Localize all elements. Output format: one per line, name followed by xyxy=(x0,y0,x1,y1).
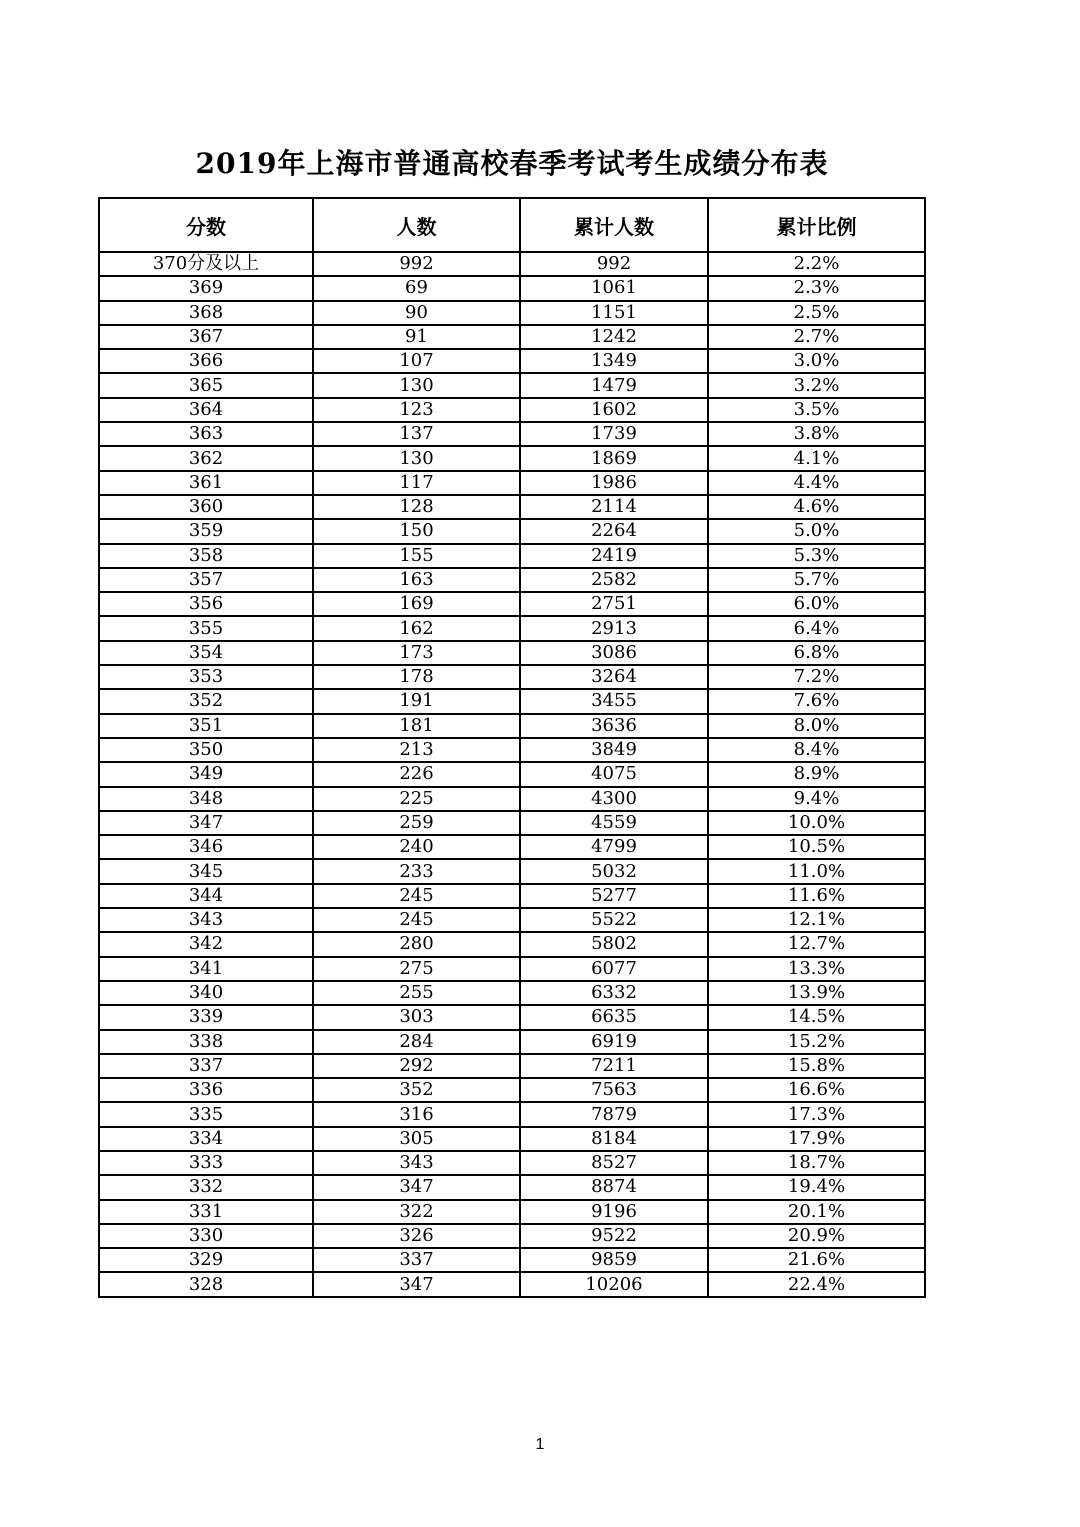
table-row xyxy=(99,471,925,495)
cell-cumulative-count: 7563 xyxy=(520,1078,708,1102)
cell-cumulative-count: 4075 xyxy=(520,762,708,786)
cell-cumulative-ratio: 13.9% xyxy=(708,981,925,1005)
cell-score: 364 xyxy=(99,398,313,422)
cell-score: 366 xyxy=(99,349,313,373)
cell-cumulative-ratio: 3.2% xyxy=(708,373,925,397)
cell-count: 226 xyxy=(313,762,520,786)
cell-cumulative-ratio: 11.0% xyxy=(708,859,925,883)
cell-cumulative-ratio: 20.1% xyxy=(708,1200,925,1224)
table-row xyxy=(99,301,925,325)
cell-cumulative-count: 2582 xyxy=(520,568,708,592)
cell-cumulative-count: 1739 xyxy=(520,422,708,446)
cell-cumulative-ratio: 13.3% xyxy=(708,957,925,981)
table-row xyxy=(99,762,925,786)
cell-cumulative-ratio: 21.6% xyxy=(708,1248,925,1272)
table-row xyxy=(99,495,925,519)
cell-cumulative-ratio: 22.4% xyxy=(708,1272,925,1296)
cell-cumulative-ratio: 15.8% xyxy=(708,1054,925,1078)
cell-score: 352 xyxy=(99,689,313,713)
cell-count: 240 xyxy=(313,835,520,859)
cell-cumulative-ratio: 5.3% xyxy=(708,544,925,568)
cell-cumulative-count: 2913 xyxy=(520,616,708,640)
table-row xyxy=(99,1151,925,1175)
cell-count: 225 xyxy=(313,787,520,811)
table-row xyxy=(99,787,925,811)
cell-count: 352 xyxy=(313,1078,520,1102)
table-row xyxy=(99,398,925,422)
table-row xyxy=(99,714,925,738)
cell-cumulative-count: 4300 xyxy=(520,787,708,811)
table-body xyxy=(99,252,925,1297)
header-cumulative-ratio: 累计比例 xyxy=(708,198,925,252)
cell-cumulative-count: 6332 xyxy=(520,981,708,1005)
cell-cumulative-count: 1986 xyxy=(520,471,708,495)
cell-count: 292 xyxy=(313,1054,520,1078)
cell-score: 359 xyxy=(99,519,313,543)
cell-count: 303 xyxy=(313,1005,520,1029)
cell-score: 345 xyxy=(99,859,313,883)
cell-cumulative-ratio: 19.4% xyxy=(708,1175,925,1199)
cell-cumulative-ratio: 9.4% xyxy=(708,787,925,811)
cell-cumulative-count: 9522 xyxy=(520,1224,708,1248)
cell-cumulative-count: 4559 xyxy=(520,811,708,835)
cell-cumulative-count: 3455 xyxy=(520,689,708,713)
cell-score: 350 xyxy=(99,738,313,762)
cell-cumulative-count: 6919 xyxy=(520,1030,708,1054)
cell-score: 367 xyxy=(99,325,313,349)
table-row xyxy=(99,1005,925,1029)
cell-score: 341 xyxy=(99,957,313,981)
cell-score: 369 xyxy=(99,276,313,300)
cell-count: 337 xyxy=(313,1248,520,1272)
cell-cumulative-ratio: 12.1% xyxy=(708,908,925,932)
cell-cumulative-count: 10206 xyxy=(520,1272,708,1296)
cell-cumulative-ratio: 7.2% xyxy=(708,665,925,689)
table-row xyxy=(99,1078,925,1102)
cell-cumulative-count: 1479 xyxy=(520,373,708,397)
cell-cumulative-ratio: 15.2% xyxy=(708,1030,925,1054)
header-cumulative-count: 累计人数 xyxy=(520,198,708,252)
table-row xyxy=(99,908,925,932)
cell-score: 336 xyxy=(99,1078,313,1102)
table-row xyxy=(99,665,925,689)
cell-count: 992 xyxy=(313,252,520,276)
cell-score: 331 xyxy=(99,1200,313,1224)
table-row xyxy=(99,689,925,713)
cell-count: 280 xyxy=(313,932,520,956)
cell-cumulative-ratio: 8.9% xyxy=(708,762,925,786)
cell-cumulative-count: 6077 xyxy=(520,957,708,981)
cell-score: 368 xyxy=(99,301,313,325)
cell-score: 353 xyxy=(99,665,313,689)
cell-count: 343 xyxy=(313,1151,520,1175)
table-row xyxy=(99,859,925,883)
score-distribution-table xyxy=(98,197,926,1298)
cell-cumulative-ratio: 18.7% xyxy=(708,1151,925,1175)
cell-cumulative-count: 3264 xyxy=(520,665,708,689)
cell-score: 329 xyxy=(99,1248,313,1272)
page-number: 1 xyxy=(535,1436,545,1453)
table-row xyxy=(99,1272,925,1296)
cell-count: 284 xyxy=(313,1030,520,1054)
cell-cumulative-count: 9859 xyxy=(520,1248,708,1272)
cell-cumulative-count: 2751 xyxy=(520,592,708,616)
cell-count: 130 xyxy=(313,446,520,470)
cell-score: 362 xyxy=(99,446,313,470)
cell-cumulative-count: 1242 xyxy=(520,325,708,349)
cell-score: 351 xyxy=(99,714,313,738)
table-header-row xyxy=(99,198,925,252)
table-row xyxy=(99,1175,925,1199)
cell-cumulative-count: 9196 xyxy=(520,1200,708,1224)
cell-score: 357 xyxy=(99,568,313,592)
cell-cumulative-ratio: 8.0% xyxy=(708,714,925,738)
cell-count: 305 xyxy=(313,1127,520,1151)
table-row xyxy=(99,641,925,665)
table-row xyxy=(99,592,925,616)
table-row xyxy=(99,1102,925,1126)
cell-score: 370分及以上 xyxy=(99,252,313,276)
cell-count: 128 xyxy=(313,495,520,519)
cell-score: 328 xyxy=(99,1272,313,1296)
cell-count: 233 xyxy=(313,859,520,883)
cell-cumulative-count: 5032 xyxy=(520,859,708,883)
table-row xyxy=(99,1054,925,1078)
cell-score: 339 xyxy=(99,1005,313,1029)
cell-cumulative-count: 2419 xyxy=(520,544,708,568)
cell-cumulative-ratio: 4.4% xyxy=(708,471,925,495)
cell-cumulative-ratio: 2.7% xyxy=(708,325,925,349)
cell-cumulative-ratio: 20.9% xyxy=(708,1224,925,1248)
cell-count: 326 xyxy=(313,1224,520,1248)
cell-cumulative-ratio: 2.3% xyxy=(708,276,925,300)
cell-score: 360 xyxy=(99,495,313,519)
table-row xyxy=(99,568,925,592)
table-row xyxy=(99,884,925,908)
cell-count: 213 xyxy=(313,738,520,762)
cell-cumulative-ratio: 10.5% xyxy=(708,835,925,859)
cell-count: 245 xyxy=(313,908,520,932)
cell-cumulative-count: 8527 xyxy=(520,1151,708,1175)
cell-score: 344 xyxy=(99,884,313,908)
cell-count: 69 xyxy=(313,276,520,300)
cell-cumulative-ratio: 5.7% xyxy=(708,568,925,592)
cell-count: 275 xyxy=(313,957,520,981)
table-row xyxy=(99,252,925,276)
cell-score: 343 xyxy=(99,908,313,932)
cell-cumulative-count: 4799 xyxy=(520,835,708,859)
cell-score: 347 xyxy=(99,811,313,835)
table-row xyxy=(99,1200,925,1224)
cell-score: 335 xyxy=(99,1102,313,1126)
cell-count: 163 xyxy=(313,568,520,592)
cell-cumulative-count: 3849 xyxy=(520,738,708,762)
cell-cumulative-ratio: 14.5% xyxy=(708,1005,925,1029)
table-row xyxy=(99,957,925,981)
cell-score: 358 xyxy=(99,544,313,568)
cell-count: 130 xyxy=(313,373,520,397)
table-row xyxy=(99,373,925,397)
table-row xyxy=(99,932,925,956)
cell-score: 337 xyxy=(99,1054,313,1078)
table-row xyxy=(99,1248,925,1272)
cell-cumulative-count: 7879 xyxy=(520,1102,708,1126)
cell-cumulative-ratio: 17.9% xyxy=(708,1127,925,1151)
cell-count: 162 xyxy=(313,616,520,640)
cell-cumulative-ratio: 6.0% xyxy=(708,592,925,616)
cell-score: 338 xyxy=(99,1030,313,1054)
cell-score: 355 xyxy=(99,616,313,640)
table-row xyxy=(99,616,925,640)
cell-count: 169 xyxy=(313,592,520,616)
cell-cumulative-count: 2264 xyxy=(520,519,708,543)
cell-count: 155 xyxy=(313,544,520,568)
cell-count: 91 xyxy=(313,325,520,349)
cell-cumulative-count: 7211 xyxy=(520,1054,708,1078)
cell-cumulative-ratio: 4.1% xyxy=(708,446,925,470)
cell-cumulative-ratio: 16.6% xyxy=(708,1078,925,1102)
header-score: 分数 xyxy=(99,198,313,252)
page-title: 2019年上海市普通高校春季考试考生成绩分布表 xyxy=(195,147,829,180)
cell-count: 137 xyxy=(313,422,520,446)
cell-score: 365 xyxy=(99,373,313,397)
cell-count: 178 xyxy=(313,665,520,689)
cell-cumulative-count: 8874 xyxy=(520,1175,708,1199)
cell-count: 245 xyxy=(313,884,520,908)
table-row xyxy=(99,519,925,543)
cell-cumulative-ratio: 11.6% xyxy=(708,884,925,908)
cell-count: 347 xyxy=(313,1175,520,1199)
cell-cumulative-ratio: 3.5% xyxy=(708,398,925,422)
cell-cumulative-ratio: 2.2% xyxy=(708,252,925,276)
cell-cumulative-ratio: 2.5% xyxy=(708,301,925,325)
header-count: 人数 xyxy=(313,198,520,252)
cell-count: 347 xyxy=(313,1272,520,1296)
table-row xyxy=(99,446,925,470)
cell-score: 349 xyxy=(99,762,313,786)
table-row xyxy=(99,276,925,300)
cell-count: 322 xyxy=(313,1200,520,1224)
cell-cumulative-ratio: 5.0% xyxy=(708,519,925,543)
cell-cumulative-count: 6635 xyxy=(520,1005,708,1029)
cell-cumulative-ratio: 8.4% xyxy=(708,738,925,762)
cell-count: 181 xyxy=(313,714,520,738)
cell-score: 361 xyxy=(99,471,313,495)
table-row xyxy=(99,325,925,349)
cell-score: 348 xyxy=(99,787,313,811)
cell-count: 191 xyxy=(313,689,520,713)
cell-cumulative-count: 8184 xyxy=(520,1127,708,1151)
table-row xyxy=(99,349,925,373)
cell-score: 342 xyxy=(99,932,313,956)
cell-cumulative-count: 3636 xyxy=(520,714,708,738)
cell-score: 334 xyxy=(99,1127,313,1151)
cell-cumulative-ratio: 6.4% xyxy=(708,616,925,640)
cell-score: 363 xyxy=(99,422,313,446)
table-row xyxy=(99,811,925,835)
cell-cumulative-ratio: 17.3% xyxy=(708,1102,925,1126)
cell-count: 255 xyxy=(313,981,520,1005)
cell-count: 316 xyxy=(313,1102,520,1126)
cell-cumulative-count: 5802 xyxy=(520,932,708,956)
cell-count: 123 xyxy=(313,398,520,422)
cell-count: 117 xyxy=(313,471,520,495)
cell-score: 330 xyxy=(99,1224,313,1248)
cell-cumulative-ratio: 4.6% xyxy=(708,495,925,519)
cell-count: 150 xyxy=(313,519,520,543)
cell-cumulative-count: 1151 xyxy=(520,301,708,325)
cell-cumulative-count: 992 xyxy=(520,252,708,276)
cell-cumulative-count: 1061 xyxy=(520,276,708,300)
cell-cumulative-count: 3086 xyxy=(520,641,708,665)
cell-cumulative-count: 2114 xyxy=(520,495,708,519)
table-row xyxy=(99,835,925,859)
cell-cumulative-ratio: 3.8% xyxy=(708,422,925,446)
table-row xyxy=(99,981,925,1005)
cell-cumulative-ratio: 7.6% xyxy=(708,689,925,713)
table-row xyxy=(99,1030,925,1054)
cell-cumulative-ratio: 6.8% xyxy=(708,641,925,665)
cell-cumulative-ratio: 12.7% xyxy=(708,932,925,956)
table-row xyxy=(99,738,925,762)
cell-count: 90 xyxy=(313,301,520,325)
cell-score: 332 xyxy=(99,1175,313,1199)
cell-count: 173 xyxy=(313,641,520,665)
table-row xyxy=(99,1127,925,1151)
cell-cumulative-ratio: 10.0% xyxy=(708,811,925,835)
table-row xyxy=(99,544,925,568)
cell-cumulative-count: 1869 xyxy=(520,446,708,470)
cell-cumulative-ratio: 3.0% xyxy=(708,349,925,373)
cell-score: 346 xyxy=(99,835,313,859)
table-row xyxy=(99,422,925,446)
cell-count: 107 xyxy=(313,349,520,373)
cell-count: 259 xyxy=(313,811,520,835)
cell-cumulative-count: 5277 xyxy=(520,884,708,908)
cell-score: 333 xyxy=(99,1151,313,1175)
cell-cumulative-count: 5522 xyxy=(520,908,708,932)
cell-cumulative-count: 1349 xyxy=(520,349,708,373)
cell-cumulative-count: 1602 xyxy=(520,398,708,422)
cell-score: 356 xyxy=(99,592,313,616)
cell-score: 340 xyxy=(99,981,313,1005)
cell-score: 354 xyxy=(99,641,313,665)
table-row xyxy=(99,1224,925,1248)
